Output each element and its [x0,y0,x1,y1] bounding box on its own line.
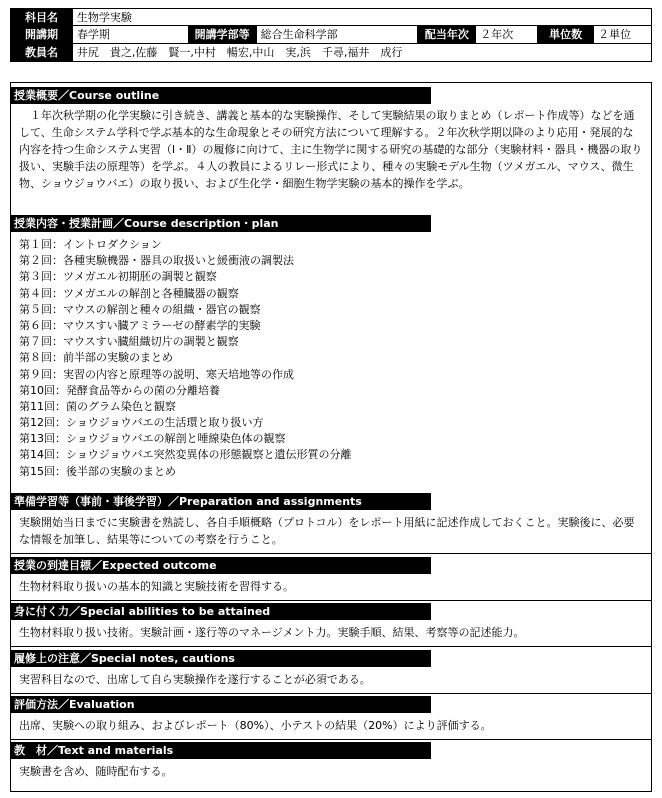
divider [11,693,651,694]
outline-body: １年次秋学期の化学実験に引き続き、講義と基本的な実験操作、そして実験結果の取りまとめ（レポート作成等）などを通して、生命システム学科で学ぶ基本的な生命現象とその研究方法について理解する。２年次秋学期以降のより応用・発展的な内容を持つ生命システム実習（Ⅰ・Ⅱ）の履修に向けて、主に生物学に関する研究の基礎的な部分（実験材料・器具・機器の取り扱い、実験手法の原理等）を学ぶ。４人の教員によるリレー形式により、種々の実験モデル生物（ツメガエル、マウス、微生物、ショウジョウバエ）の取り扱い、および生化学・細胞生物学実験の基本的操作を学ぶ。 [19,109,643,190]
evaluation-heading: 評価方法／Evaluation [11,696,431,713]
plan-item: 第１回：イントロダクション [19,238,162,251]
credits-value: ２単位 [594,26,652,44]
divider [11,553,651,554]
section-evaluation [11,696,651,734]
plan-heading: 授業内容・授業計画／Course description・plan [11,215,431,232]
course-label: 科目名 [11,8,73,26]
plan-item: 第８回：前半部の実験のまとめ [19,351,173,365]
outline-heading: 授業概要／Course outline [11,87,431,104]
abilities-heading: 身に付く力／Special abilities to be attained [11,603,431,620]
plan-item: 第４回：ツメガエルの解剖と各種臓器の観察 [19,286,239,300]
course-header-table [10,8,652,62]
outcome-body: 生物材料取り扱いの基本的知識と実験技術を習得する。 [19,580,294,593]
evaluation-body: 出席、実験への取り組み、およびレポート（80%）、小テストの結果（20%）により評価する。 [19,719,492,732]
header-row-instructor [10,44,652,62]
section-notes [11,650,651,688]
plan-item: 第10回：発酵食品等からの菌の分離培養 [19,383,220,397]
notes-body: 実習科目なので、出席して自ら実験操作を遂行することが必須である。 [19,673,371,686]
outcome-heading: 授業の到達目標／Expected outcome [11,557,431,574]
section-materials [11,742,651,780]
dept-label: 開講学部等 [189,26,257,44]
plan-item: 第３回：ツメガエル初期胚の調製と観察 [19,270,217,284]
outline-body-wrap [11,104,651,192]
plan-item: 第14回：ショウジョウバエ突然変異体の形態観察と遺伝形質の分離 [19,448,352,462]
year-label: 配当年次 [418,26,476,44]
plan-list [11,232,651,480]
plan-item: 第７回：マウスすい臓組織切片の調製と観察 [19,335,239,349]
term-label: 開講期 [11,26,73,44]
abilities-body: 生物材料取り扱い技術。実験計画・遂行等のマネージメント力。実験手順、結果、考察等の記述能力。 [19,626,525,639]
plan-item: 第12回：ショウジョウバエの生活環と取り扱い方 [19,416,264,430]
notes-heading: 履修上の注意／Special notes, cautions [11,650,431,667]
plan-item: 第15回：後半部の実験のまとめ [19,464,176,478]
section-abilities [11,603,651,641]
materials-heading: 教 材／Text and materials [11,742,431,759]
section-prep [11,493,651,548]
instructor-value: 井尻 貴之,佐藤 賢一,中村 暢宏,中山 実,浜 千尋,福井 成行 [73,44,652,62]
plan-item: 第９回：実習の内容と原理等の説明、寒天培地等の作成 [19,367,294,381]
section-plan [11,215,651,480]
divider [11,739,651,740]
materials-body: 実験書を含め、随時配布する。 [19,765,173,778]
divider [11,646,651,647]
plan-item: 第５回：マウスの解剖と種々の組織・器官の観察 [19,302,261,316]
term-value: 春学期 [73,26,189,44]
credits-label: 単位数 [538,26,594,44]
plan-item: 第６回：マウスすい臓アミラーゼの酵素学的実験 [19,318,261,332]
header-row-term [10,26,652,44]
plan-item: 第11回：菌のグラム染色と観察 [19,399,176,413]
dept-value: 総合生命科学部 [257,26,419,44]
course-value: 生物学実験 [73,8,652,26]
divider [11,600,651,601]
header-row-course [10,8,652,26]
plan-item: 第13回：ショウジョウバエの解剖と唾線染色体の観察 [19,432,286,446]
section-outline [11,87,651,192]
section-outcome [11,557,651,595]
plan-item: 第２回：各種実験機器・器具の取扱いと緩衝液の調製法 [19,254,294,268]
syllabus-body [10,82,652,792]
instructor-label: 教員名 [11,44,73,62]
prep-heading: 準備学習等（事前・事後学習）／Preparation and assignments [11,493,431,510]
year-value: ２年次 [476,26,538,44]
prep-body: 実験開始当日までに実験書を熟読し、各自手順概略（プロトコル）をレポート用紙に記述作成しておくこと。実験後に、必要な情報を加筆し、結果等についての考察を行うこと。 [19,516,635,546]
